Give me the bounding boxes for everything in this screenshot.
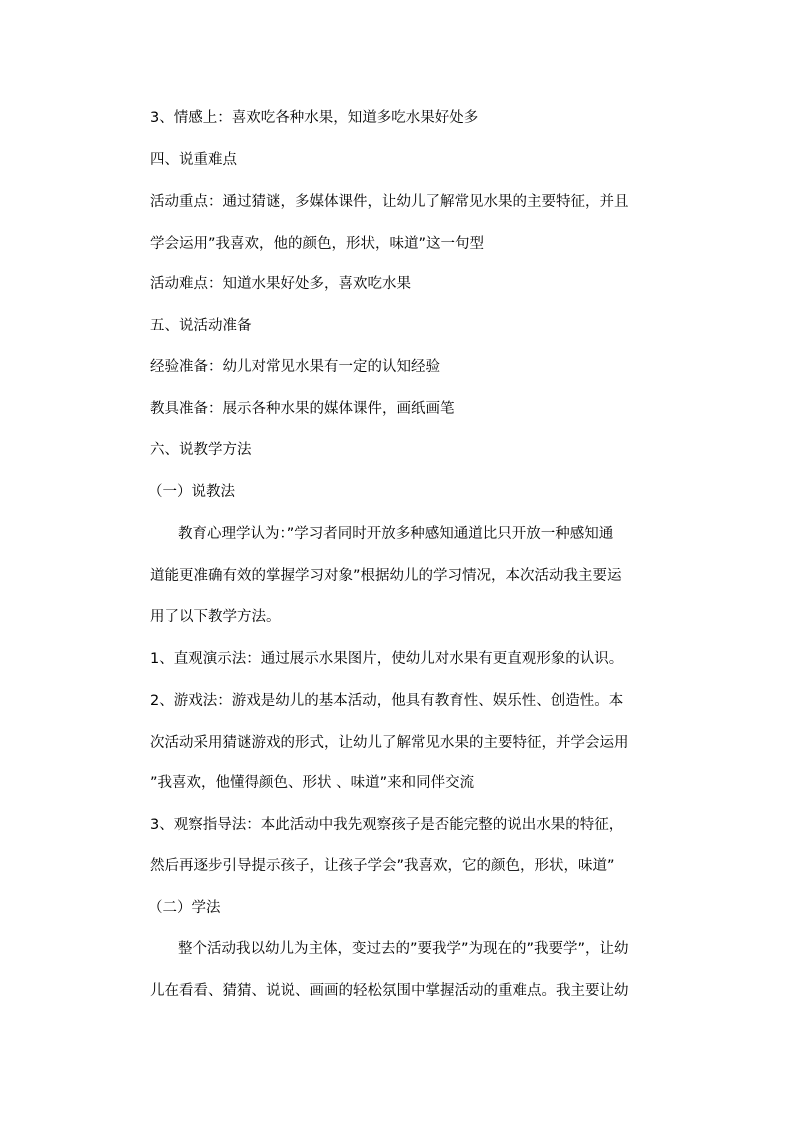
- text-line: 3、观察指导法：本此活动中我先观察孩子是否能完整的说出水果的特征，: [150, 817, 624, 833]
- text-line: 教具准备：展示各种水果的媒体课件，画纸画笔: [150, 401, 455, 417]
- text-line: ”我喜欢，他懂得颜色、形状 、味道”来和同伴交流: [150, 775, 475, 791]
- text-line: 次活动采用猜谜游戏的形式，让幼儿了解常见水果的主要特征，并学会运用: [150, 735, 629, 751]
- text-line: 整个活动我以幼儿为主体，变过去的”要我学”为现在的”我要学”，让幼: [178, 941, 629, 957]
- subsection-heading: （二）学法: [148, 900, 221, 916]
- text-line: 活动难点：知道水果好处多，喜欢吃水果: [150, 276, 411, 292]
- text-line: 教育心理学认为：”学习者同时开放多种感知通道比只开放一种感知通: [178, 526, 614, 542]
- section-heading: 五、说活动准备: [150, 318, 252, 334]
- text-line: 用了以下教学方法。: [150, 609, 281, 625]
- text-line: 道能更准确有效的掌握学习对象”根据幼儿的学习情况，本次活动我主要运: [150, 568, 622, 584]
- text-line: 然后再逐步引导提示孩子，让孩子学会”我喜欢，它的颜色，形状，味道”: [150, 858, 615, 874]
- text-line: 经验准备：幼儿对常见水果有一定的认知经验: [150, 359, 440, 375]
- section-heading: 六、说教学方法: [150, 442, 252, 458]
- text-line: 3、情感上：喜欢吃各种水果，知道多吃水果好处多: [150, 110, 479, 126]
- text-line: 1、直观演示法：通过展示水果图片，使幼儿对水果有更直观形象的认识。: [150, 651, 624, 667]
- text-line: 2、游戏法：游戏是幼儿的基本活动，他具有教育性、娱乐性、创造性。本: [150, 693, 624, 709]
- section-heading: 四、说重难点: [150, 152, 237, 168]
- subsection-heading: （一）说教法: [148, 484, 235, 500]
- text-line: 活动重点：通过猜谜，多媒体课件，让幼儿了解常见水果的主要特征，并且: [150, 194, 629, 210]
- text-line: 儿在看看、猜猜、说说、画画的轻松氛围中掌握活动的重难点。我主要让幼: [150, 983, 629, 999]
- text-line: 学会运用”我喜欢，他的颜色，形状，味道”这一句型: [150, 236, 485, 252]
